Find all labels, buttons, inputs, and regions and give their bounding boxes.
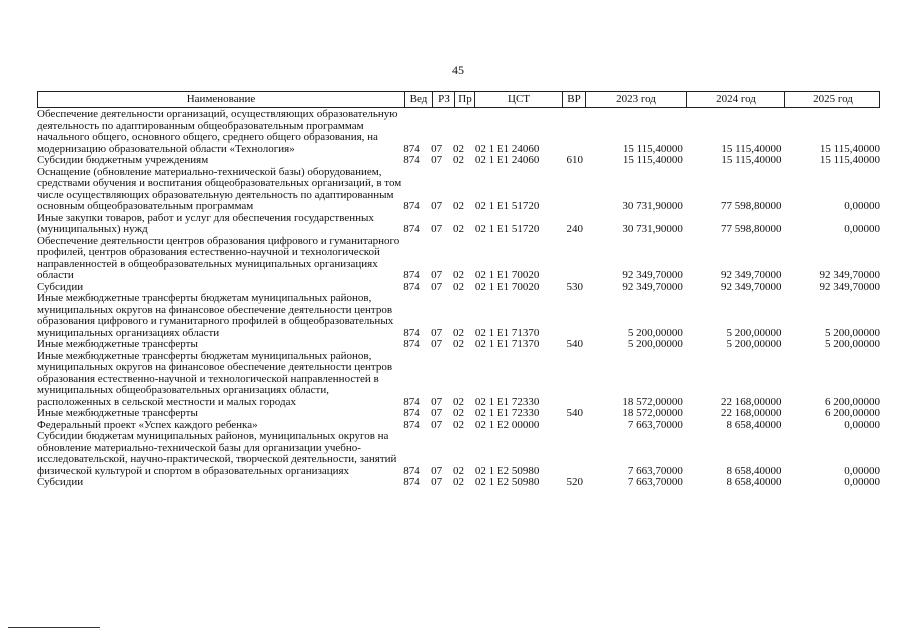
table-body: [37, 109, 880, 489]
row-ved: 874: [403, 476, 420, 488]
row-name: Оснащение (обновление материально-технической базы) оборудованием, средствами обучения и воспитания общеобразовательных организаций, в том числе осуществляющих образовательную деятельность по адаптированным основным общеобразовательным программам: [37, 165, 402, 212]
row-pr: 02: [453, 464, 465, 477]
row-pr: 02: [453, 280, 465, 293]
row-rz: 07: [431, 338, 443, 350]
row-2025: 5 200,00000: [824, 338, 880, 350]
row-name: Иные закупки товаров, работ и услуг для обеспечения государственных (муниципальных) нужд: [37, 211, 374, 235]
row-pr: 02: [453, 338, 465, 350]
row-cst: 02 1 E2 50980: [474, 476, 540, 488]
table-row: [37, 213, 880, 236]
row-2023: 92 349,70000: [622, 269, 683, 281]
row-2024: 8 658,40000: [726, 464, 782, 477]
row-name: Обеспечение деятельности организаций, осуществляющих образовательную деятельность по адаптированным общеобразовательным программам начального общего, основного общего, среднего общего образования, на модернизацию образовательной области «Технология»: [37, 108, 398, 155]
row-rz: 07: [431, 476, 443, 488]
table-row: [37, 109, 880, 155]
row-2023: 5 200,00000: [627, 338, 683, 350]
row-rz: 07: [431, 418, 443, 431]
table-row: [37, 167, 880, 213]
row-ved: 874: [403, 200, 420, 212]
row-2024: 22 168,00000: [720, 395, 782, 408]
row-2025: 0,00000: [844, 200, 880, 212]
row-cst: 02 1 E1 24060: [474, 142, 540, 155]
row-pr: 02: [453, 223, 465, 235]
row-ved: 874: [403, 280, 420, 293]
row-vr: 540: [566, 338, 583, 350]
row-2023: 92 349,70000: [622, 280, 683, 293]
header-name: Наименование: [186, 93, 256, 105]
row-pr: 02: [453, 326, 465, 339]
row-ved: 874: [403, 407, 420, 419]
row-cst: 02 1 E2 50980: [474, 464, 540, 477]
row-2024: 92 349,70000: [720, 269, 782, 281]
row-name: Обеспечение деятельности центров образования цифрового и гуманитарного профилей, центров образования естественно-научной и технологической направленностей в общеобразовательных муниципальных организациях области: [37, 234, 400, 281]
row-2024: 92 349,70000: [720, 280, 782, 293]
row-2024: 15 115,40000: [721, 142, 782, 155]
row-2025: 92 349,70000: [819, 269, 880, 281]
row-rz: 07: [431, 142, 443, 155]
row-cst: 02 1 E1 24060: [474, 154, 540, 166]
row-vr: 240: [566, 223, 583, 235]
row-vr: 520: [566, 476, 583, 488]
row-2023: 18 572,00000: [622, 407, 683, 419]
row-ved: 874: [403, 223, 420, 235]
row-name: Иные межбюджетные трансферты бюджетам муниципальных районов, муниципальных округов на финансовое обеспечение деятельности центров образования цифрового и гуманитарного профилей в общеобразовательных муниципальных организациях области: [37, 292, 394, 339]
row-rz: 07: [431, 464, 443, 477]
row-cst: 02 1 E1 70020: [474, 280, 540, 293]
row-cst: 02 1 E1 51720: [474, 200, 540, 212]
table-row: [37, 477, 880, 489]
row-rz: 07: [431, 395, 443, 408]
row-2025: 6 200,00000: [824, 395, 880, 408]
row-2025: 5 200,00000: [824, 326, 880, 339]
row-name: Субсидии: [37, 476, 84, 488]
row-pr: 02: [453, 407, 465, 419]
row-cst: 02 1 E1 51720: [474, 223, 540, 235]
row-cst: 02 1 E1 71370: [474, 326, 540, 339]
row-2024: 22 168,00000: [720, 407, 782, 419]
row-2023: 30 731,90000: [622, 223, 683, 235]
row-2023: 30 731,90000: [622, 200, 683, 212]
row-2025: 0,00000: [844, 418, 880, 431]
row-2023: 15 115,40000: [622, 154, 683, 166]
header-2024: 2024 год: [686, 92, 785, 107]
row-name: Субсидии бюджетным учреждениям: [37, 154, 209, 166]
row-name: Субсидии бюджетам муниципальных районов, муниципальных округов на обновление материально-технической базы для организации учебно-исследовательской, научно-практической, творческой деятельности, занятий физической культурой и спортом в образовательных организациях: [37, 430, 397, 477]
row-cst: 02 1 E1 72330: [474, 395, 540, 408]
row-vr: 540: [566, 407, 583, 419]
row-name: Иные межбюджетные трансферты бюджетам муниципальных районов, муниципальных округов на финансовое обеспечение деятельности центров образования естественно-научной и технологической направленностей в муниципальных общеобразовательных организациях области, расположенных в сельской местности и малых городах: [37, 349, 393, 408]
row-2025: 6 200,00000: [824, 407, 880, 419]
row-2023: 15 115,40000: [622, 142, 683, 155]
row-2024: 8 658,40000: [726, 418, 782, 431]
row-rz: 07: [431, 223, 443, 235]
row-ved: 874: [403, 338, 420, 350]
row-ved: 874: [403, 395, 420, 408]
row-ved: 874: [403, 326, 420, 339]
row-ved: 874: [403, 142, 420, 155]
table-header: [37, 91, 880, 108]
header-vr: ВР: [562, 92, 585, 107]
header-pr: Пр: [454, 92, 475, 107]
row-2023: 18 572,00000: [622, 395, 683, 408]
budget-table: [37, 91, 880, 489]
row-cst: 02 1 E2 00000: [474, 418, 540, 431]
row-vr: 530: [566, 280, 583, 293]
table-row: [37, 293, 880, 339]
row-ved: 874: [403, 418, 420, 431]
row-pr: 02: [453, 476, 465, 488]
row-rz: 07: [431, 407, 443, 419]
row-pr: 02: [453, 200, 465, 212]
table-row: [37, 339, 880, 351]
row-cst: 02 1 E1 72330: [474, 407, 540, 419]
row-2025: 15 115,40000: [819, 142, 880, 155]
row-2025: 0,00000: [844, 476, 880, 488]
header-2023: 2023 год: [585, 92, 686, 107]
row-2023: 7 663,70000: [627, 418, 683, 431]
row-2025: 15 115,40000: [819, 154, 880, 166]
row-cst: 02 1 E1 70020: [474, 269, 540, 281]
row-rz: 07: [431, 280, 443, 293]
row-pr: 02: [453, 418, 465, 431]
row-rz: 07: [431, 269, 443, 281]
row-2024: 8 658,40000: [726, 476, 782, 488]
row-2025: 0,00000: [844, 223, 880, 235]
table-row: [37, 236, 880, 282]
row-pr: 02: [453, 395, 465, 408]
footer-divider: [8, 627, 100, 628]
row-ved: 874: [403, 154, 420, 166]
table-row: [37, 155, 880, 167]
row-name: Иные межбюджетные трансферты: [37, 407, 198, 419]
header-rz: РЗ: [432, 92, 455, 107]
row-name: Иные межбюджетные трансферты: [37, 338, 198, 350]
row-2024: 77 598,80000: [720, 223, 782, 235]
row-rz: 07: [431, 326, 443, 339]
table-row: [37, 351, 880, 409]
row-pr: 02: [453, 142, 465, 155]
row-2023: 7 663,70000: [627, 476, 683, 488]
header-ved: Вед: [404, 92, 432, 107]
row-name: Субсидии: [37, 280, 84, 293]
table-row: [37, 408, 880, 420]
row-2024: 5 200,00000: [726, 338, 782, 350]
header-cst: ЦСТ: [474, 92, 563, 107]
row-pr: 02: [453, 269, 465, 281]
row-2025: 0,00000: [844, 464, 880, 477]
table-row: [37, 431, 880, 477]
row-cst: 02 1 E1 71370: [474, 338, 540, 350]
row-name: Федеральный проект «Успех каждого ребенка»: [37, 418, 258, 431]
row-2023: 5 200,00000: [627, 326, 683, 339]
row-ved: 874: [403, 464, 420, 477]
row-2025: 92 349,70000: [819, 280, 880, 293]
row-2024: 77 598,80000: [720, 200, 782, 212]
row-ved: 874: [403, 269, 420, 281]
row-rz: 07: [431, 200, 443, 212]
row-pr: 02: [453, 154, 465, 166]
row-2024: 15 115,40000: [721, 154, 782, 166]
page-number: 45: [452, 63, 464, 77]
header-2025: 2025 год: [784, 92, 881, 107]
row-2024: 5 200,00000: [726, 326, 782, 339]
row-2023: 7 663,70000: [627, 464, 683, 477]
row-rz: 07: [431, 154, 443, 166]
row-vr: 610: [566, 154, 583, 166]
